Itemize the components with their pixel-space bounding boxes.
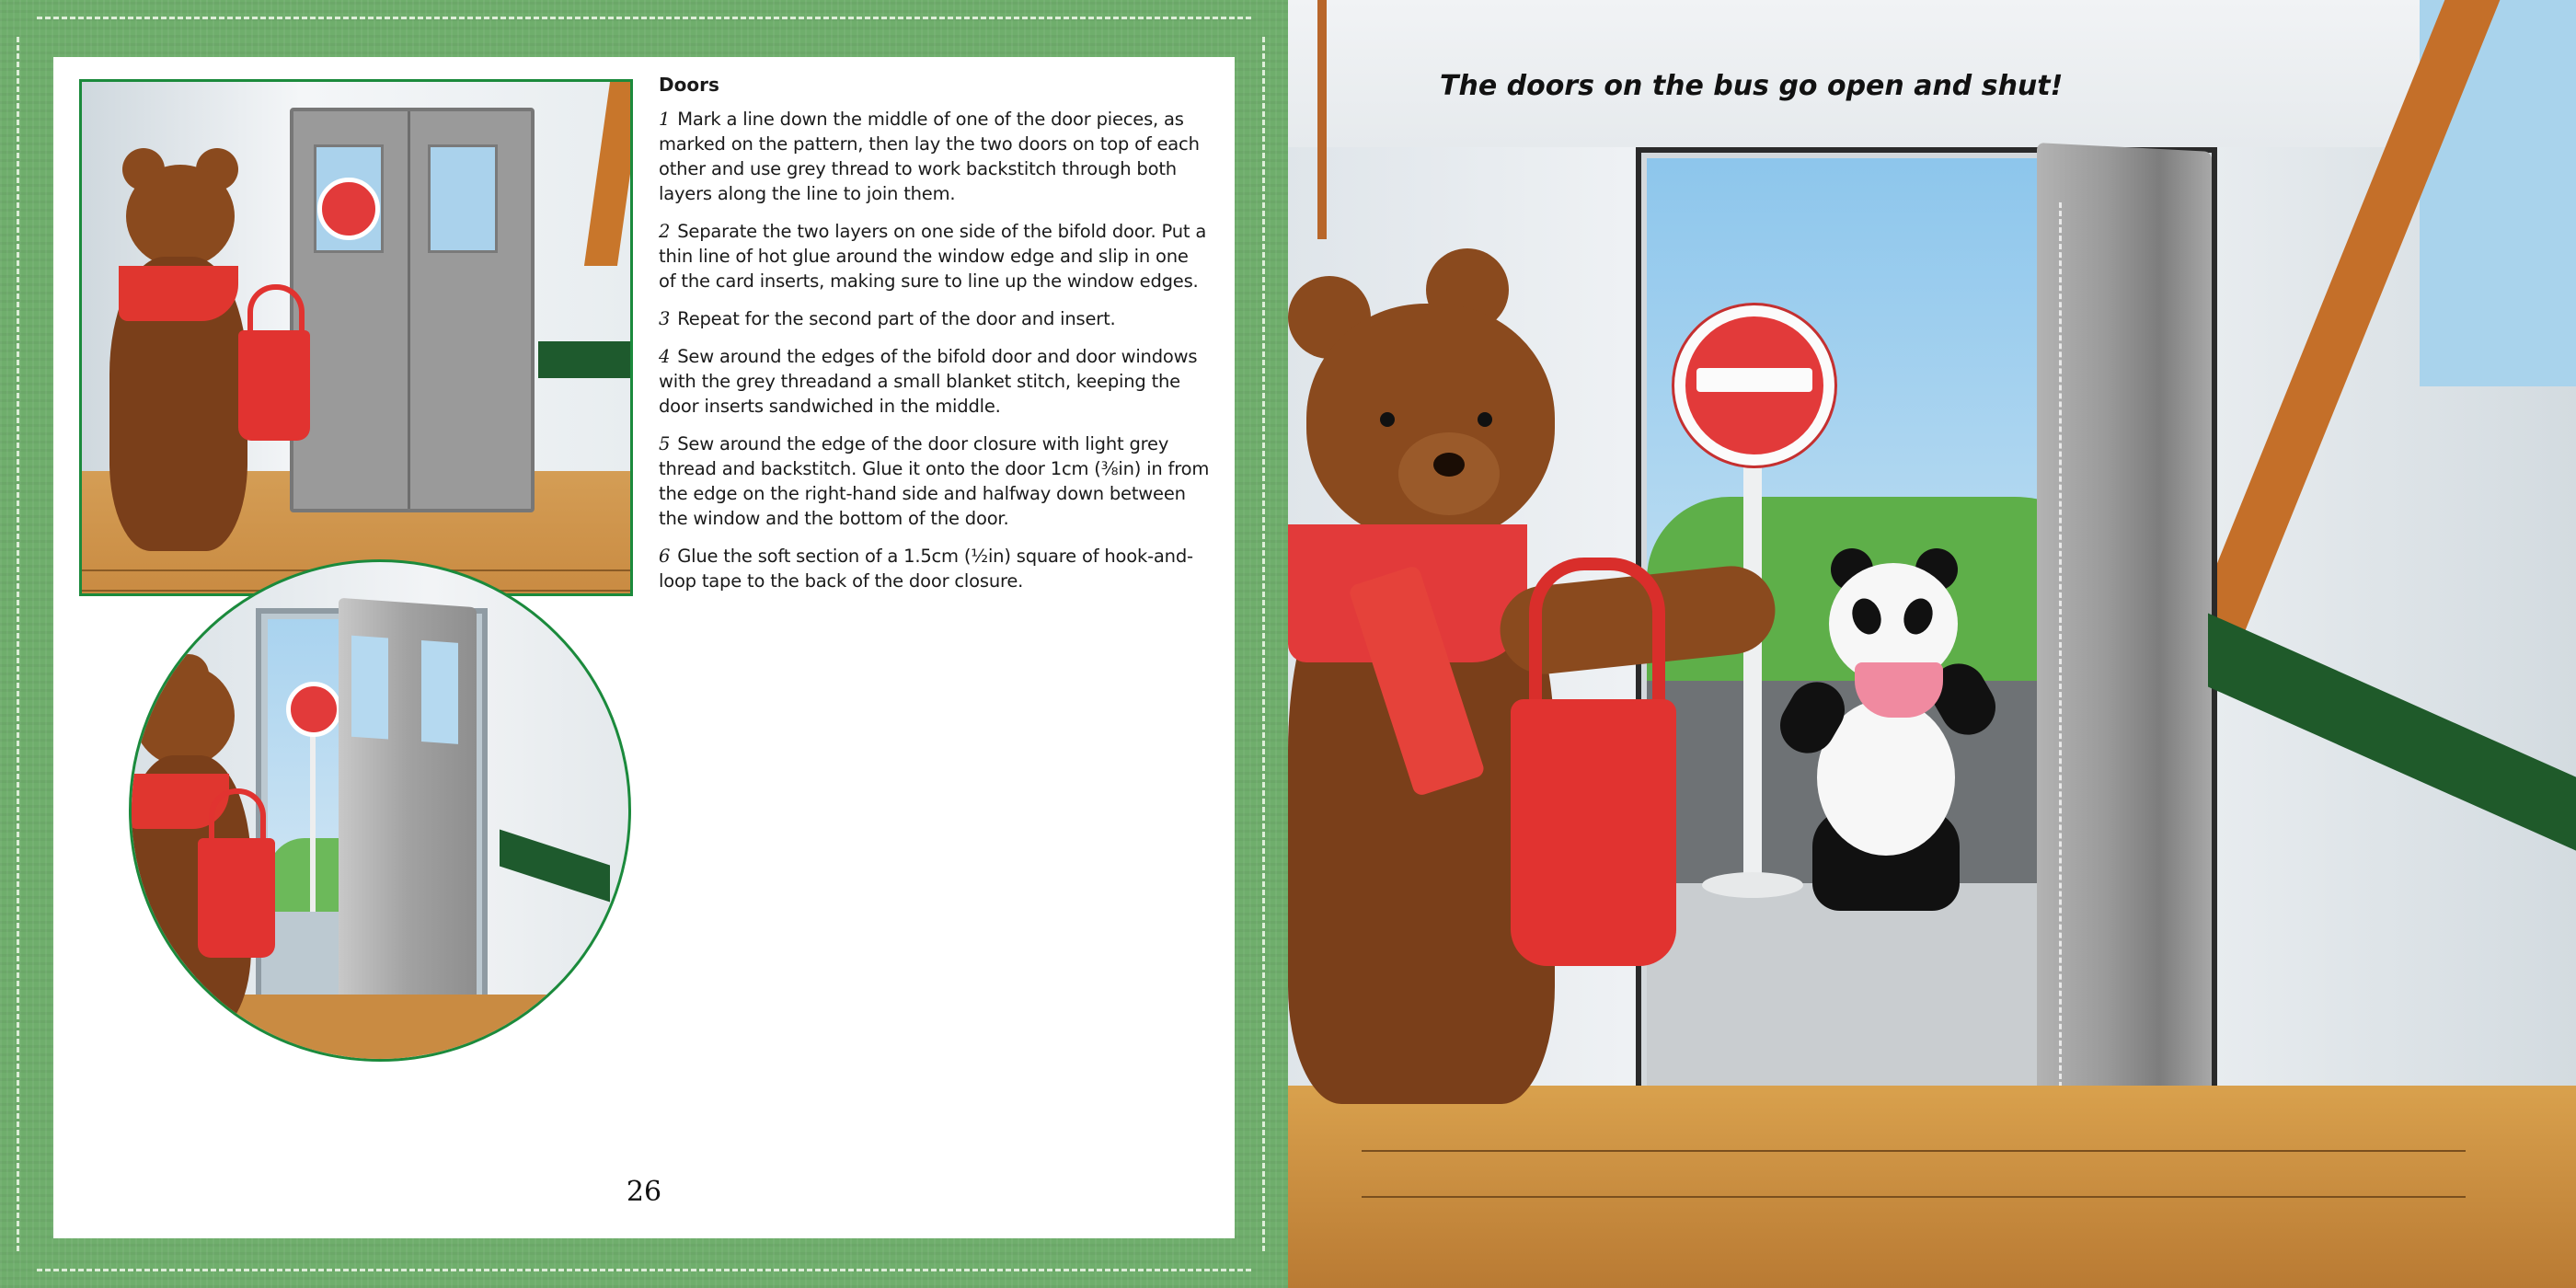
bus-stop-pole [310,728,316,912]
page-number: 26 [626,1176,662,1208]
felt-stitch-border [1262,37,1265,1251]
bus-green-trim [2208,614,2576,859]
step-3: 3 Repeat for the second part of the door and insert. [659,308,1116,329]
step-5: 5 Sew around the edge of the door closure with light grey thread and backstitch. Glue it onto the door 1cm (⅜in) in from the edge on the right-hand side and halfway down between the window and the bottom of the door. [659,433,1210,529]
grey-bifold-door-open [339,598,477,1030]
felt-stitch-border [37,1269,1251,1271]
bus-stop-pole [1743,460,1762,883]
grey-bifold-door-open [2037,143,2212,1173]
felt-stitch-border [17,37,19,1251]
bus-stop-sign [286,682,341,737]
step-4: 4 Sew around the edges of the bifold door and door windows with the grey threadand a small blanket stitch, keeping the door inserts sandwiched in the middle. [659,346,1198,417]
felt-stitch-border [37,17,1251,19]
bus-floor [1288,1086,2576,1288]
bear-scarf [119,266,238,321]
door-window [428,144,498,253]
teddy-bear-head [126,165,235,268]
step-6: 6 Glue the soft section of a 1.5cm (½in) square of hook-and-loop tape to the back of the door closure. [659,546,1193,592]
instructions [659,74,1211,606]
bus-green-trim [538,341,630,378]
red-felt-bag [1511,699,1676,966]
door-seam [408,111,410,509]
right-page-photo [1288,0,2576,1288]
grey-bifold-door [290,108,535,512]
door-window [351,636,388,740]
bear-nose [1433,453,1465,477]
teddy-bear-head [133,665,235,766]
step-2: 2 Separate the two layers on one side of the bifold door. Put a thin line of hot glue around the window edge and slip in one of the card inserts, making sure to line up the window edges. [659,221,1207,292]
red-felt-bag [238,330,310,441]
floor-stitching [1362,1150,2466,1152]
bus-stop-sign-bar [1696,368,1812,392]
bus-stop-base [1702,872,1803,898]
bear-eye [1478,412,1492,427]
photo-bear-with-closed-door [79,79,633,596]
bear-eye [1380,412,1395,427]
floor-stitching [1362,1196,2466,1198]
photo-bear-with-open-door [129,559,631,1062]
bus-green-trim [500,830,610,903]
step-1: 1 Mark a line down the middle of one of the door pieces, as marked on the pattern, then lay the two doors on top of each other and use grey thread to work backstitch through both layers along the line to join them. [659,109,1200,204]
hanging-string [1317,0,1327,239]
door-stitching [2059,202,2062,1104]
red-felt-bag [198,838,275,958]
door-window [421,640,458,744]
bus-stop-sign [317,178,380,240]
photo-caption: The doors on the bus go open and shut! [1440,70,2064,102]
section-heading: Doors [659,74,719,96]
